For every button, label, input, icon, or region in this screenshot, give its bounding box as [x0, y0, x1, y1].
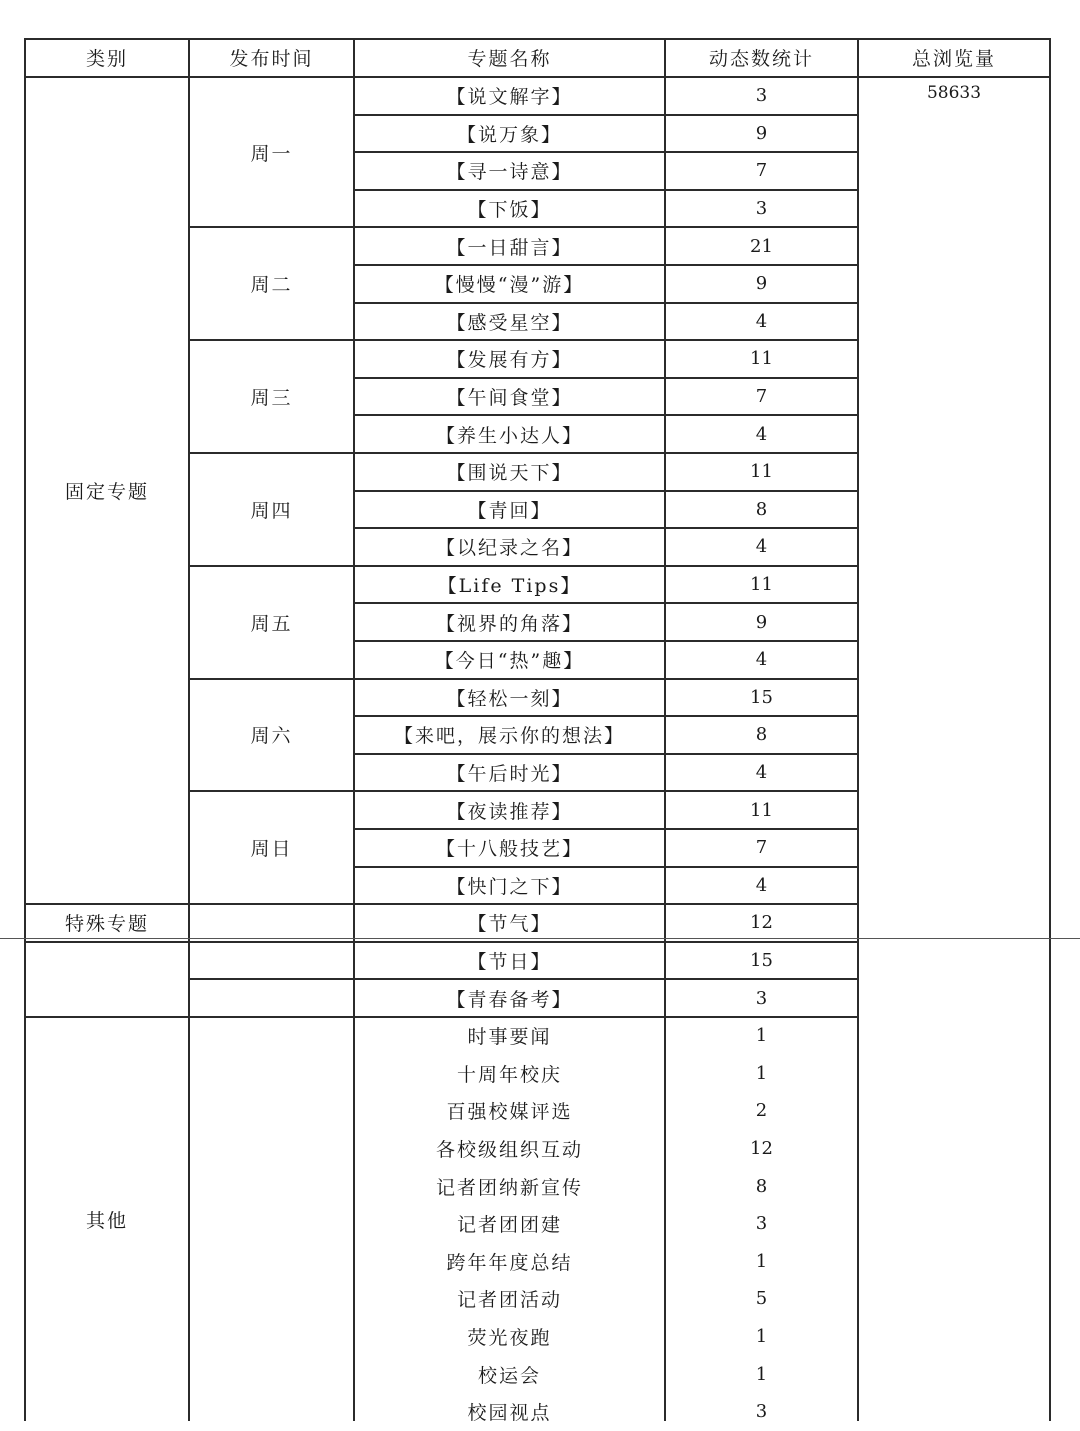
topic-name-cell: 【节气】 — [467, 913, 552, 936]
header-post-count: 动态数统计 — [708, 48, 814, 70]
grid-line — [353, 38, 355, 1421]
post-count-cell: 9 — [755, 611, 768, 633]
topic-name-cell: 【午后时光】 — [446, 763, 573, 786]
topic-name-cell: 【慢慢“漫”游】 — [434, 274, 585, 297]
grid-line — [189, 941, 354, 943]
publish-day-cell: 周六 — [250, 725, 293, 748]
topic-name-cell: 荧光夜跑 — [467, 1327, 552, 1350]
post-count-cell: 7 — [755, 837, 768, 859]
post-count-cell: 8 — [755, 1175, 768, 1197]
topic-name-cell: 记者团团建 — [456, 1214, 562, 1237]
topic-name-cell: 【快门之下】 — [446, 875, 573, 898]
post-count-cell: 15 — [750, 686, 773, 708]
topic-name-cell: 【围说天下】 — [446, 462, 573, 485]
header-category: 类别 — [85, 48, 128, 70]
grid-line — [24, 38, 26, 1421]
topic-name-cell: 【说万象】 — [456, 123, 562, 146]
post-count-cell: 12 — [750, 1138, 773, 1160]
category-special-cell: 特殊专题 — [64, 913, 149, 936]
post-count-cell: 9 — [755, 122, 768, 144]
topic-name-cell: 【青回】 — [467, 499, 552, 522]
post-count-cell: 12 — [750, 912, 773, 934]
publish-day-cell: 周日 — [250, 838, 293, 861]
post-count-cell: 1 — [755, 1062, 768, 1084]
post-count-cell: 11 — [750, 348, 773, 370]
post-count-cell: 11 — [750, 461, 773, 483]
grid-line — [189, 903, 354, 905]
topic-name-cell: 跨年年度总结 — [446, 1251, 573, 1274]
topic-name-cell: 校园视点 — [467, 1402, 552, 1425]
topic-name-cell: 【发展有方】 — [446, 349, 573, 372]
post-count-cell: 1 — [755, 1025, 768, 1047]
post-count-cell: 7 — [755, 160, 768, 182]
header-publish-time: 发布时间 — [229, 48, 314, 70]
post-count-cell: 4 — [755, 310, 768, 332]
topic-name-cell: 记者团纳新宣传 — [435, 1176, 583, 1199]
grid-line — [189, 978, 354, 980]
publish-day-cell: 周一 — [250, 142, 293, 165]
grid-line — [1049, 38, 1051, 1421]
post-count-cell: 3 — [755, 198, 768, 220]
publish-day-cell: 周四 — [250, 499, 293, 522]
publish-day-cell: 周五 — [250, 612, 293, 635]
scan-crease-line — [0, 938, 1080, 939]
post-count-cell: 3 — [755, 987, 768, 1009]
post-count-cell: 9 — [755, 273, 768, 295]
post-count-cell: 15 — [750, 950, 773, 972]
topic-name-cell: 【节日】 — [467, 951, 552, 974]
category-fixed-cell: 固定专题 — [64, 481, 149, 504]
topic-name-cell: 百强校媒评选 — [446, 1101, 573, 1124]
topic-name-cell: 【Life Tips】 — [437, 575, 582, 598]
post-count-cell: 4 — [755, 649, 768, 671]
topic-name-cell: 记者团活动 — [456, 1289, 562, 1312]
post-count-cell: 4 — [755, 762, 768, 784]
post-count-cell: 21 — [750, 235, 773, 257]
topic-name-cell: 各校级组织互动 — [435, 1139, 583, 1162]
topic-name-cell: 【说文解字】 — [446, 86, 573, 109]
post-count-cell: 2 — [755, 1100, 768, 1122]
topic-name-cell: 【夜读推荐】 — [446, 800, 573, 823]
header-total-views: 总浏览量 — [911, 48, 996, 70]
category-other-cell: 其他 — [85, 1209, 128, 1232]
topic-name-cell: 【养生小达人】 — [435, 424, 583, 447]
total-views-cell: 58633 — [926, 83, 982, 103]
topic-name-cell: 校运会 — [477, 1364, 541, 1387]
topic-name-cell: 【感受星空】 — [446, 311, 573, 334]
topic-name-cell: 十周年校庆 — [456, 1063, 562, 1086]
post-count-cell: 3 — [755, 1401, 768, 1423]
post-count-cell: 1 — [755, 1326, 768, 1348]
grid-line — [857, 38, 859, 1421]
post-count-cell: 8 — [755, 498, 768, 520]
header-topic-name: 专题名称 — [467, 48, 552, 70]
topic-name-cell: 【视界的角落】 — [435, 612, 583, 635]
post-count-cell: 1 — [755, 1250, 768, 1272]
topic-name-cell: 【青春备考】 — [446, 988, 573, 1011]
grid-line — [188, 38, 190, 1421]
topic-name-cell: 【下饭】 — [467, 199, 552, 222]
post-count-cell: 11 — [750, 574, 773, 596]
topic-name-cell: 【寻一诗意】 — [446, 161, 573, 184]
post-count-cell: 3 — [755, 1213, 768, 1235]
post-count-cell: 3 — [755, 85, 768, 107]
grid-line — [25, 941, 189, 943]
post-count-cell: 5 — [755, 1288, 768, 1310]
topic-name-cell: 【轻松一刻】 — [446, 687, 573, 710]
post-count-cell: 7 — [755, 386, 768, 408]
post-count-cell: 11 — [750, 799, 773, 821]
topic-name-cell: 【以纪录之名】 — [435, 537, 583, 560]
grid-line — [664, 38, 666, 1421]
topic-name-cell: 【一日甜言】 — [446, 236, 573, 259]
topic-name-cell: 【今日“热”趣】 — [434, 650, 585, 673]
grid-line — [189, 1016, 354, 1018]
post-count-cell: 8 — [755, 724, 768, 746]
post-count-cell: 1 — [755, 1363, 768, 1385]
topic-name-cell: 【十八般技艺】 — [435, 838, 583, 861]
grid-line — [25, 38, 1050, 40]
post-count-cell: 4 — [755, 874, 768, 896]
topic-name-cell: 【来吧，展示你的想法】 — [393, 725, 625, 748]
publish-day-cell: 周二 — [250, 274, 293, 297]
post-count-cell: 4 — [755, 536, 768, 558]
topic-name-cell: 【午间食堂】 — [446, 387, 573, 410]
post-count-cell: 4 — [755, 423, 768, 445]
topic-name-cell: 时事要闻 — [467, 1026, 552, 1049]
publish-day-cell: 周三 — [250, 387, 293, 410]
